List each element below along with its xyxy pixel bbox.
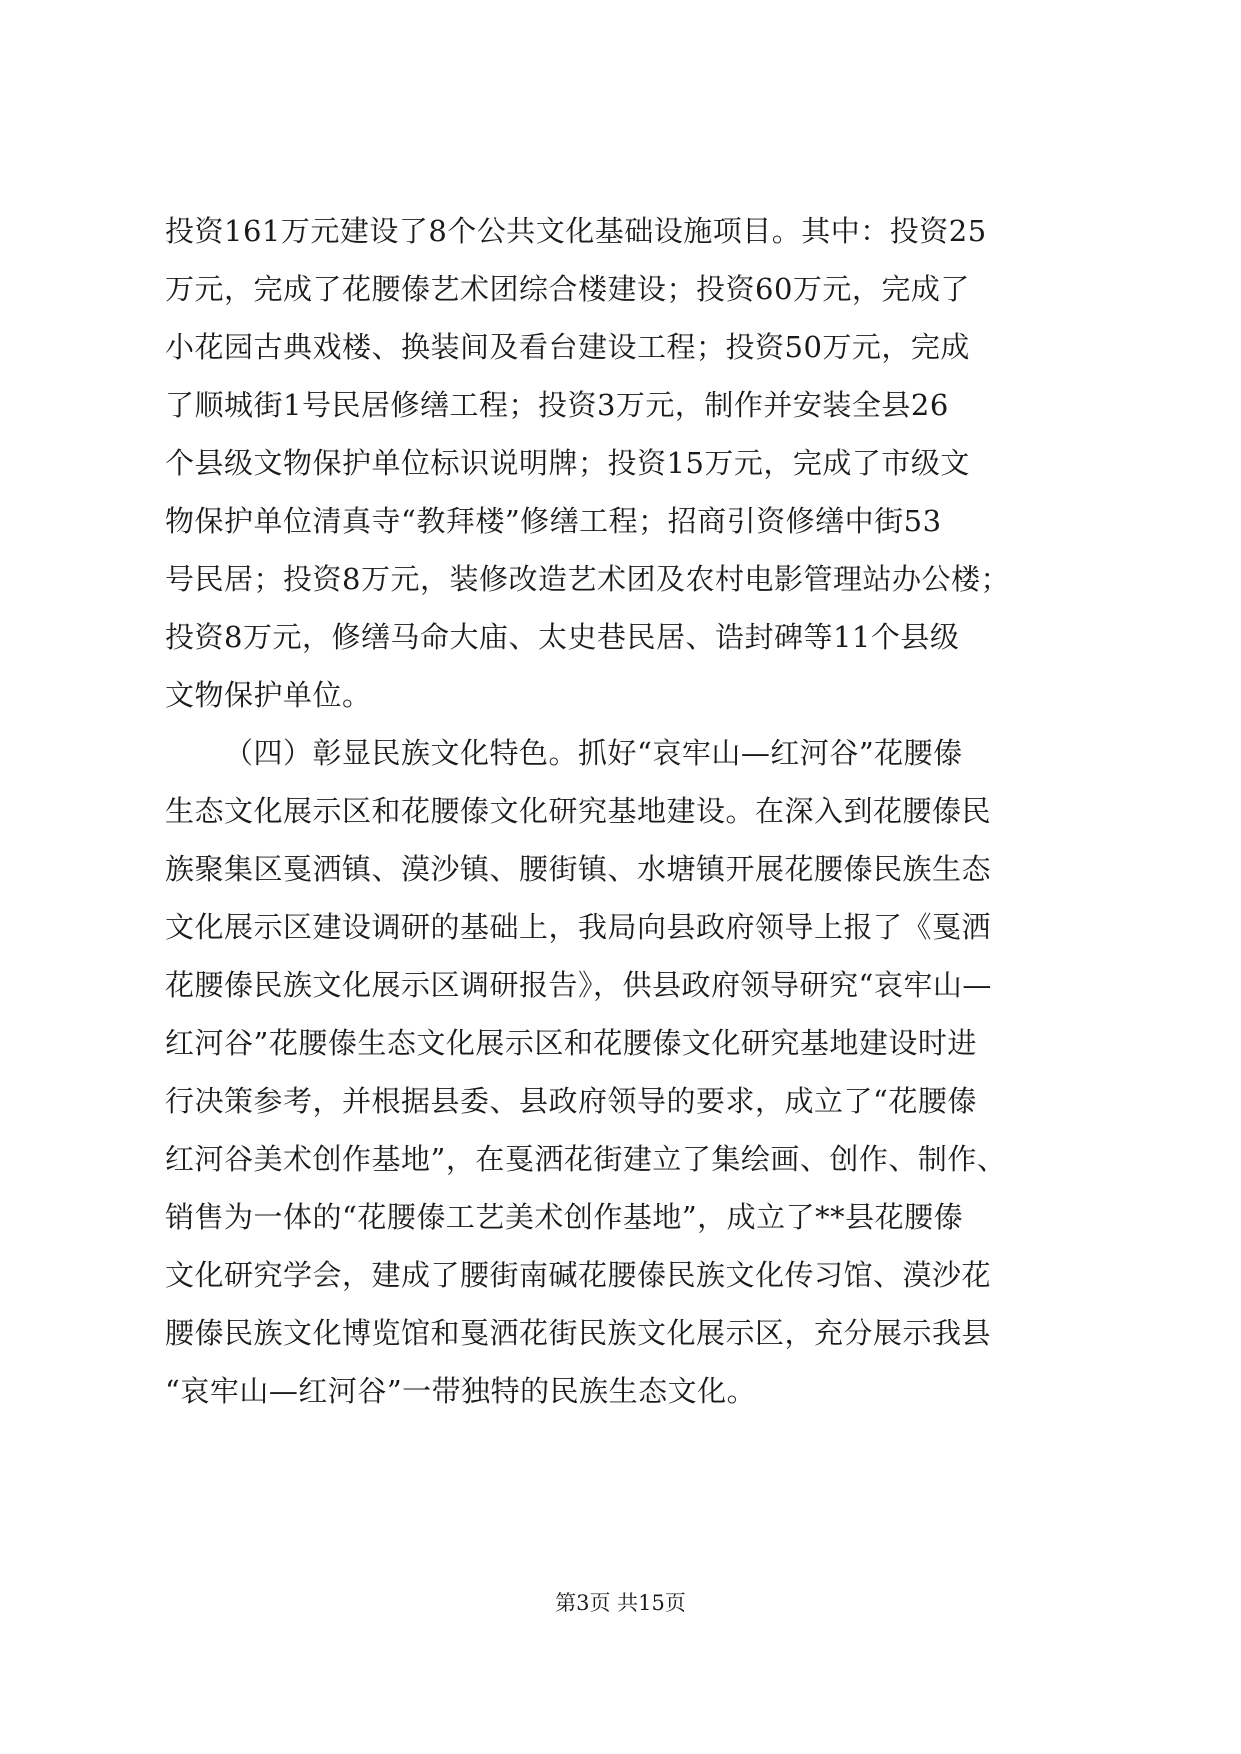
body-text-line: 个县级文物保护单位标识说明牌；投资15万元，完成了市级文 bbox=[165, 446, 970, 480]
body-text-line: 花腰傣民族文化展示区调研报告》，供县政府领导研究“哀牢山— bbox=[165, 968, 992, 1002]
page-number-footer: 第3页 共15页 bbox=[555, 1591, 686, 1615]
section-heading-line: （四）彰显民族文化特色。抓好“哀牢山—红河谷”花腰傣 bbox=[224, 736, 963, 770]
body-text-line: 族聚集区戛洒镇、漠沙镇、腰街镇、水塘镇开展花腰傣民族生态 bbox=[165, 852, 992, 886]
body-text-line: 物保护单位清真寺“教拜楼”修缮工程；招商引资修缮中街53 bbox=[165, 504, 942, 538]
body-text-line: “哀牢山—红河谷”一带独特的民族生态文化。 bbox=[165, 1374, 757, 1408]
body-text-line: 文化研究学会，建成了腰街南碱花腰傣民族文化传习馆、漠沙花 bbox=[165, 1258, 992, 1292]
body-text-line: 红河谷”花腰傣生态文化展示区和花腰傣文化研究基地建设时进 bbox=[165, 1026, 977, 1060]
body-text-line: 文化展示区建设调研的基础上，我局向县政府领导上报了《戛洒 bbox=[165, 910, 992, 944]
body-text-line: 销售为一体的“花腰傣工艺美术创作基地”，成立了**县花腰傣 bbox=[165, 1200, 964, 1234]
body-text-line: 了顺城街1号民居修缮工程；投资3万元，制作并安装全县26 bbox=[165, 388, 949, 422]
body-text-line: 生态文化展示区和花腰傣文化研究基地建设。在深入到花腰傣民 bbox=[165, 794, 992, 828]
body-text-line: 红河谷美术创作基地”，在戛洒花街建立了集绘画、创作、制作、 bbox=[165, 1142, 1007, 1176]
body-text-line: 号民居；投资8万元，装修改造艺术团及农村电影管理站办公楼； bbox=[165, 562, 1010, 596]
body-text-line: 文物保护单位。 bbox=[165, 678, 372, 712]
body-text-line: 投资161万元建设了8个公共文化基础设施项目。其中：投资25 bbox=[165, 214, 987, 248]
body-text-line: 小花园古典戏楼、换装间及看台建设工程；投资50万元，完成 bbox=[165, 330, 970, 364]
body-text-line: 投资8万元，修缮马命大庙、太史巷民居、诰封碑等11个县级 bbox=[165, 620, 960, 654]
body-text-line: 腰傣民族文化博览馆和戛洒花街民族文化展示区，充分展示我县 bbox=[165, 1316, 992, 1350]
body-text-line: 行决策参考，并根据县委、县政府领导的要求，成立了“花腰傣 bbox=[165, 1084, 977, 1118]
body-text-line: 万元，完成了花腰傣艺术团综合楼建设；投资60万元，完成了 bbox=[165, 272, 970, 306]
